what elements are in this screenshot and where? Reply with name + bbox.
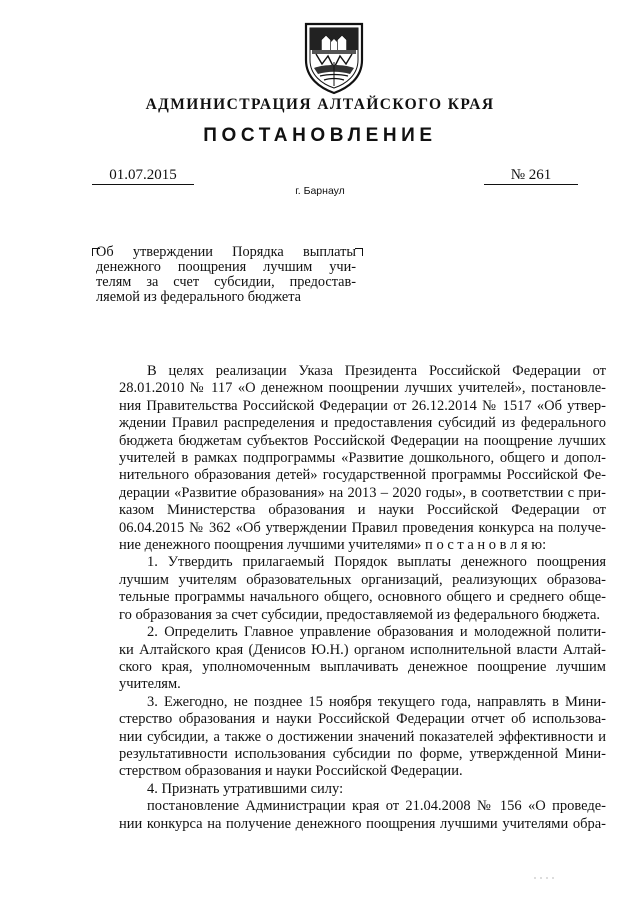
body-line: 4. Признать утратившими силу:: [147, 780, 344, 797]
body-line: 28.01.2010 № 117 «О денежном поощрении лучших учителей», постановле-: [119, 380, 606, 397]
body-line: В целях реализации Указа Президента Российской Федерации от: [147, 363, 606, 379]
body-line: результативности использования субсидии по форме, утвержденной Мини-: [119, 745, 606, 762]
body-line: бюджета бюджетам субъектов Российской Федерации на поощрение лучших: [119, 432, 606, 449]
subject-right-bracket: [355, 248, 363, 256]
body-line: учителей в рамках подпрограммы «Развитие дошкольного, общего и допол-: [119, 450, 606, 467]
scan-specks: [532, 876, 562, 880]
body-line: нии субсидии, а также о достижении значений показателей эффективности и: [119, 728, 606, 745]
body-line: тельные программы начального общего, основного общего и среднего обще-: [119, 589, 606, 606]
document-type: ПОСТАНОВЛЕНИЕ: [203, 125, 437, 146]
body-line: 3. Ежегодно, не позднее 15 ноября текущего года, направлять в Мини-: [147, 693, 606, 710]
subject-line: телям за счет субсидии, предостав-: [96, 274, 356, 290]
subject-line: денежного поощрения лучшим учи-: [96, 259, 356, 275]
subject-line: ляемой из федерального бюджета: [96, 289, 302, 305]
body-line: ского края, уполномоченным выплачивать денежное поощрение лучшим: [119, 658, 606, 675]
body-line: нии конкурса на получение денежного поощрения лучшими учителями обра-: [119, 815, 606, 832]
body-line: стерством образования и науки Российской Федерации.: [119, 763, 463, 780]
body-line: постановление Администрации края от 21.04.2008 № 156 «О проведе-: [147, 798, 606, 815]
body-line: лучшим учителям образовательных организаций, реализующих образова-: [119, 571, 606, 588]
document-body: [119, 363, 606, 833]
body-line: го образования за счет субсидии, предоставляемой из федерального бюджета.: [119, 606, 601, 623]
body-line: ния Правительства Российской Федерации от 26.12.2014 № 1517 «Об утвер-: [119, 397, 606, 414]
body-line: 2. Определить Главное управление образования и молодежной полити-: [147, 624, 606, 641]
document-subject: [96, 245, 356, 305]
body-line: дерации «Развитие образования» на 2013 – 2020 годы», в соответствии с при-: [119, 484, 606, 501]
body-line: нительного образования детей» государственной программы Российской Фе-: [119, 467, 606, 484]
document-number: № 261: [484, 166, 578, 185]
body-line: казом Министерства образования и науки Российской Федерации от: [119, 502, 606, 519]
body-line: ждении Правил распределения и предоставления субсидий из федерального: [119, 415, 606, 432]
body-line: ки Алтайского края (Денисов Ю.Н.) органом исполнительной власти Алтай-: [119, 641, 606, 658]
coat-of-arms-emblem: [300, 20, 368, 96]
document-city: г. Барнаул: [295, 185, 345, 197]
body-line: ние денежного поощрения лучшими учителями» п о с т а н о в л я ю:: [119, 537, 547, 554]
body-line: 06.04.2015 № 362 «Об утверждении Правил проведения конкурса на получе-: [119, 519, 606, 536]
subject-line: Об утверждении Порядка выплаты: [96, 244, 356, 260]
body-line: 1. Утвердить прилагаемый Порядок выплаты денежного поощрения: [147, 554, 606, 571]
body-line: учителям.: [119, 676, 181, 693]
document-date: 01.07.2015: [92, 166, 194, 185]
body-line: стерство образования и науки Российской Федерации отчет об использова-: [119, 711, 606, 728]
organization-title: АДМИНИСТРАЦИЯ АЛТАЙСКОГО КРАЯ: [145, 96, 495, 113]
